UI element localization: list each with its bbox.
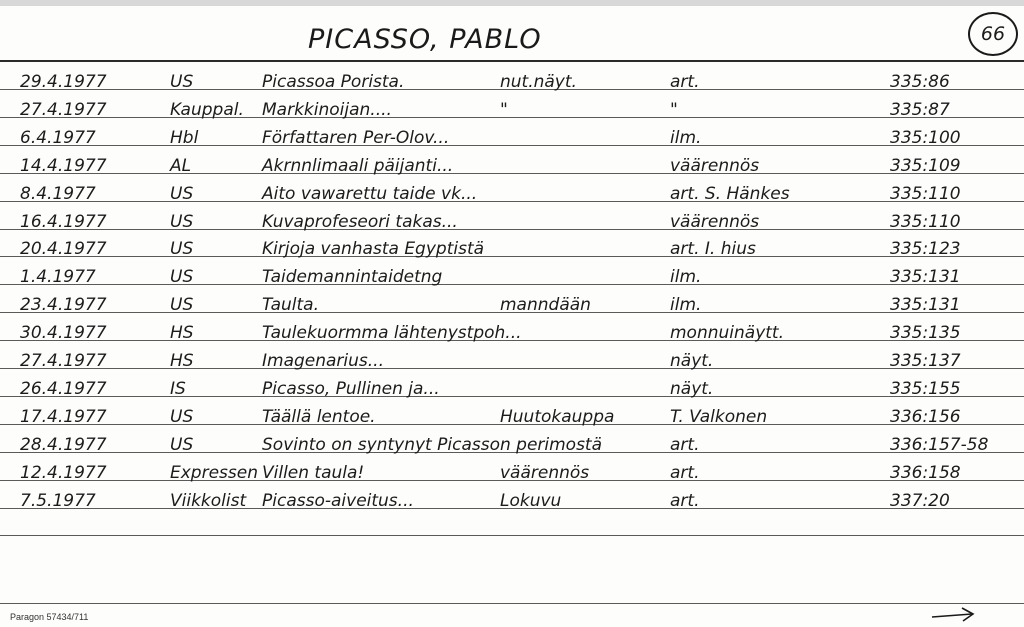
entry-date: 28.4.1977: [20, 435, 107, 455]
ruled-line: [0, 535, 1024, 536]
entry-type: Huutokauppa: [500, 407, 615, 427]
entry-row: [0, 68, 1024, 96]
entry-row: [0, 208, 1024, 236]
entry-date: 27.4.1977: [20, 351, 107, 371]
entry-note: art.: [670, 72, 700, 92]
entry-type: manndään: [500, 295, 591, 315]
entry-reference: 335:110: [890, 184, 961, 204]
entry-row: [0, 347, 1024, 375]
entry-source: HS: [170, 351, 194, 371]
entry-reference: 335:155: [890, 379, 961, 399]
entry-note: ilm.: [670, 295, 702, 315]
entry-note: näyt.: [670, 351, 714, 371]
entry-source: IS: [170, 379, 186, 399]
entry-source: US: [170, 295, 194, 315]
entry-date: 27.4.1977: [20, 100, 107, 120]
entry-source: HS: [170, 323, 194, 343]
entry-source: US: [170, 239, 194, 259]
entry-reference: 335:100: [890, 128, 961, 148]
entry-title: Täällä lentoe.: [262, 407, 376, 427]
entry-title: Taidemannintaidetng: [262, 267, 443, 287]
entry-title: Sovinto on syntynyt Picasson perimostä: [262, 435, 603, 455]
entry-note: monnuinäytt.: [670, 323, 784, 343]
entry-reference: 335:131: [890, 267, 961, 287]
entry-note: ilm.: [670, 128, 702, 148]
entry-reference: 335:86: [890, 72, 950, 92]
entry-type: Lokuvu: [500, 491, 562, 511]
entry-row: [0, 403, 1024, 431]
entry-date: 23.4.1977: [20, 295, 107, 315]
entry-reference: 335:131: [890, 295, 961, 315]
entry-note: väärennös: [670, 156, 760, 176]
entry-date: 14.4.1977: [20, 156, 107, 176]
header-rule: [0, 60, 1024, 62]
entry-reference: 336:156: [890, 407, 961, 427]
entry-reference: 336:158: [890, 463, 961, 483]
entry-source: Kauppal.: [170, 100, 244, 120]
entry-note: ilm.: [670, 267, 702, 287]
entry-title: Picasso-aiveitus...: [262, 491, 414, 511]
entry-note: art. S. Hänkes: [670, 184, 790, 204]
entry-title: Picassoa Porista.: [262, 72, 405, 92]
arrow-right-icon: [930, 606, 976, 624]
entry-date: 8.4.1977: [20, 184, 96, 204]
entry-row: [0, 124, 1024, 152]
card-top-edge: [0, 0, 1024, 6]
entry-date: 29.4.1977: [20, 72, 107, 92]
entry-row: [0, 319, 1024, 347]
entry-date: 30.4.1977: [20, 323, 107, 343]
entry-row: [0, 459, 1024, 487]
entry-source: US: [170, 72, 194, 92]
entry-reference: 335:123: [890, 239, 961, 259]
card-number-circle: 66: [968, 12, 1018, 56]
card-title: PICASSO, PABLO: [308, 24, 542, 55]
entry-note: väärennös: [670, 212, 760, 232]
entry-title: Aito vawarettu taide vk...: [262, 184, 478, 204]
entry-row: [0, 263, 1024, 291]
entry-row: [0, 152, 1024, 180]
entry-note: näyt.: [670, 379, 714, 399]
entry-source: AL: [170, 156, 192, 176]
entry-reference: 335:137: [890, 351, 961, 371]
entry-date: 6.4.1977: [20, 128, 96, 148]
footer-rule: [0, 603, 1024, 604]
entry-note: art.: [670, 435, 700, 455]
entry-row: [0, 180, 1024, 208]
entry-date: 7.5.1977: [20, 491, 96, 511]
entry-note: art.: [670, 491, 700, 511]
entry-title: Kuvaprofeseori takas...: [262, 212, 458, 232]
entry-row: [0, 235, 1024, 263]
entry-title: Imagenarius...: [262, 351, 384, 371]
entry-title: Villen taula!: [262, 463, 365, 483]
entry-note: T. Valkonen: [670, 407, 768, 427]
card-footer-text: Paragon 57434/711: [10, 612, 89, 622]
entry-date: 20.4.1977: [20, 239, 107, 259]
entry-title: Picasso, Pullinen ja...: [262, 379, 440, 399]
entry-title: Kirjoja vanhasta Egyptistä: [262, 239, 485, 259]
entry-row: [0, 375, 1024, 403]
entry-reference: 335:110: [890, 212, 961, 232]
entry-reference: 335:87: [890, 100, 950, 120]
entry-title: Markkinoijan....: [262, 100, 392, 120]
entry-source: Hbl: [170, 128, 199, 148]
entry-reference: 337:20: [890, 491, 950, 511]
entry-title: Taulta.: [262, 295, 320, 315]
entry-row: [0, 487, 1024, 515]
entry-source: US: [170, 212, 194, 232]
entry-note: ": [670, 100, 678, 120]
entry-reference: 336:157-58: [890, 435, 989, 455]
entry-title: Författaren Per-Olov...: [262, 128, 450, 148]
entry-reference: 335:135: [890, 323, 961, 343]
entry-date: 26.4.1977: [20, 379, 107, 399]
entry-title: Akrnnlimaali päijanti...: [262, 156, 454, 176]
entry-title: Taulekuormma lähtenystpoh...: [262, 323, 522, 343]
entry-note: art.: [670, 463, 700, 483]
entry-date: 16.4.1977: [20, 212, 107, 232]
entry-row: [0, 96, 1024, 124]
entry-type: nut.näyt.: [500, 72, 577, 92]
entry-source: Expressen: [170, 463, 258, 483]
entry-row: [0, 431, 1024, 459]
entry-reference: 335:109: [890, 156, 961, 176]
entry-source: US: [170, 435, 194, 455]
entry-note: art. I. hius: [670, 239, 756, 259]
entry-source: US: [170, 184, 194, 204]
entry-source: Viikkolist: [170, 491, 247, 511]
entry-date: 17.4.1977: [20, 407, 107, 427]
entry-source: US: [170, 267, 194, 287]
entry-row: [0, 291, 1024, 319]
entry-date: 12.4.1977: [20, 463, 107, 483]
entry-type: väärennös: [500, 463, 590, 483]
entry-source: US: [170, 407, 194, 427]
entry-date: 1.4.1977: [20, 267, 96, 287]
entry-type: ": [500, 100, 508, 120]
